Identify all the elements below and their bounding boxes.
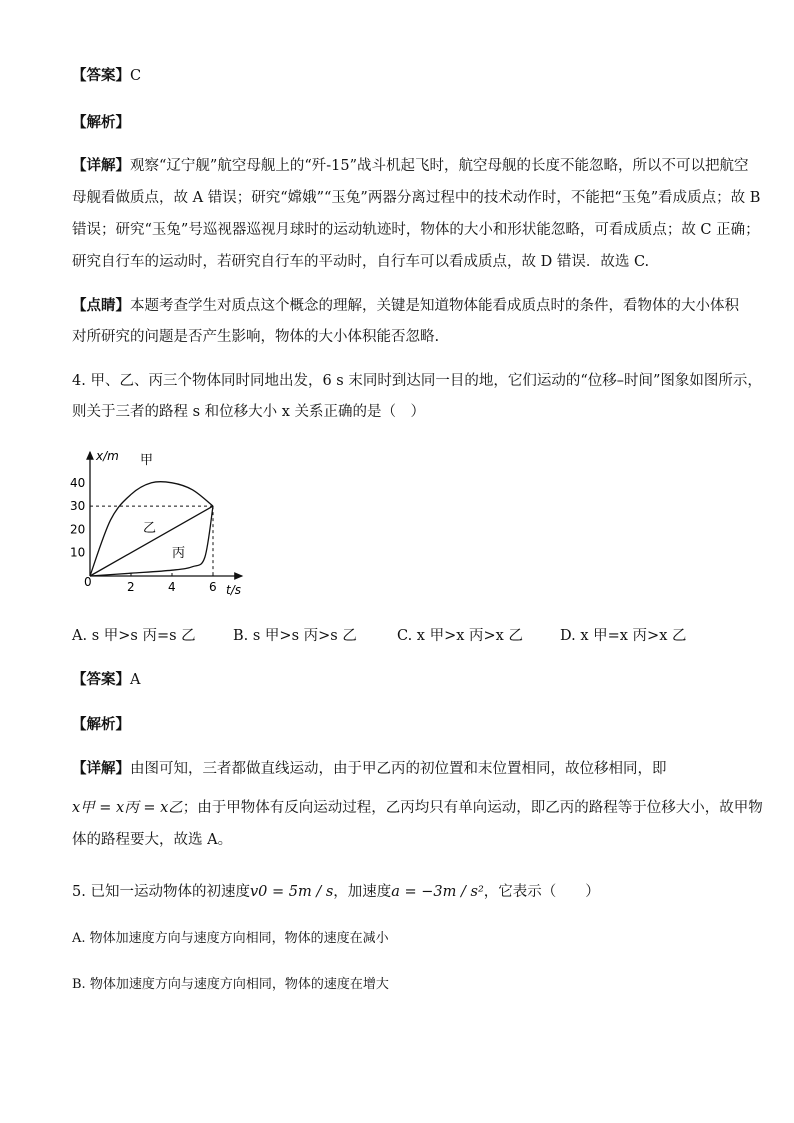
q3-comment-line-2: 对所研究的问题是否产生影响，物体的大小体积能否忽略. — [72, 329, 440, 345]
q4-option-a[interactable]: A. s 甲>s 丙=s 乙 — [72, 628, 196, 644]
stem-mid: ，加速度 — [333, 884, 392, 900]
acceleration-formula: a = −3m / s² — [391, 884, 484, 900]
q5-option-a[interactable]: A. 物体加速度方向与速度方向相同，物体的速度在减小 — [72, 931, 389, 946]
x-axis-label: t/s — [226, 583, 241, 597]
q3-comment-line-1 — [72, 296, 739, 316]
q4-option-b[interactable]: B. s 甲>s 丙>s 乙 — [233, 628, 357, 644]
q4-xt-graph — [66, 448, 256, 600]
detail-tag: 【详解】 — [72, 157, 130, 174]
x-tick-label: 2 — [127, 580, 135, 594]
answer-value: C — [130, 68, 142, 84]
detail-text: 观察“辽宁舰”航空母舰上的“歼-15”战斗机起飞时，航空母舰的长度不能忽略，所以不可以把航空 — [130, 158, 749, 174]
q4-option-c[interactable]: C. x 甲>x 丙>x 乙 — [397, 628, 523, 644]
q3-analysis-tag: 【解析】 — [72, 114, 130, 131]
comment-text: 本题考查学生对质点这个概念的理解，关键是知道物体能看成质点时的条件，看物体的大小体积 — [130, 298, 739, 314]
y-axis-label: x/m — [96, 449, 119, 463]
q5-option-b[interactable]: B. 物体加速度方向与速度方向相同，物体的速度在增大 — [72, 977, 389, 992]
series-label-jia: 甲 — [140, 453, 154, 468]
q4-analysis-tag: 【解析】 — [72, 716, 130, 733]
origin-label: 0 — [84, 575, 92, 589]
x-tick-label: 6 — [209, 580, 217, 594]
q3-detail-line-3: 错误；研究“玉兔”号巡视器巡视月球时的运动轨迹时，物体的大小和形状能忽略，可看成质点；故 C 正确； — [72, 222, 760, 238]
answer-tag: 【答案】 — [72, 67, 130, 84]
detail-text: ；由于甲物体有反向运动过程，乙丙均只有单向运动，即乙丙的路程等于位移大小，故甲物 — [182, 800, 763, 816]
series-label-yi: 乙 — [143, 521, 157, 536]
answer-value: A — [130, 672, 141, 688]
q4-detail-line-1 — [72, 759, 667, 779]
displacement-equation: x甲 = x丙 = x乙 — [72, 800, 183, 816]
q4-option-d[interactable]: D. x 甲=x 丙>x 乙 — [560, 628, 687, 644]
q4-answer — [72, 670, 140, 690]
y-tick-label: 40 — [70, 475, 86, 490]
stem-suffix: ，它表示（ ） — [483, 884, 600, 900]
y-tick-label: 20 — [70, 522, 86, 537]
initial-velocity-formula: v0 = 5m / s — [249, 884, 334, 900]
q3-detail-line-1 — [72, 156, 749, 176]
q4-stem-line-1: 4. 甲、乙、丙三个物体同时同地出发，6 s 末同时到达同一目的地，它们运动的“位移–时间”图象如图所示， — [72, 373, 762, 389]
detail-text: 由图可知，三者都做直线运动，由于甲乙丙的初位置和末位置相同，故位移相同，即 — [130, 761, 667, 777]
q3-detail-line-2: 母舰看做质点，故 A 错误；研究“嫦娥”“玉兔”两器分离过程中的技术动作时，不能把“玉兔”看成质点；故 B — [72, 190, 761, 206]
q5-stem — [72, 882, 600, 902]
y-tick-label: 10 — [70, 545, 86, 560]
stem-prefix: 5. 已知一运动物体的初速度 — [72, 884, 250, 900]
detail-tag: 【详解】 — [72, 760, 130, 777]
q3-detail-line-4: 研究自行车的运动时，若研究自行车的平动时，自行车可以看成质点，故 D 错误．故选 C. — [72, 254, 650, 270]
answer-tag: 【答案】 — [72, 671, 130, 688]
x-tick-label: 4 — [168, 580, 176, 594]
y-tick-label: 30 — [70, 499, 86, 514]
q4-stem-line-2: 则关于三者的路程 s 和位移大小 x 关系正确的是（ ） — [72, 404, 426, 420]
q3-answer — [72, 66, 141, 86]
series-label-bing: 丙 — [172, 546, 186, 561]
q4-detail-line-2 — [72, 798, 763, 818]
q4-detail-line-3: 体的路程要大，故选 A。 — [72, 832, 233, 848]
comment-tag: 【点睛】 — [72, 297, 130, 314]
